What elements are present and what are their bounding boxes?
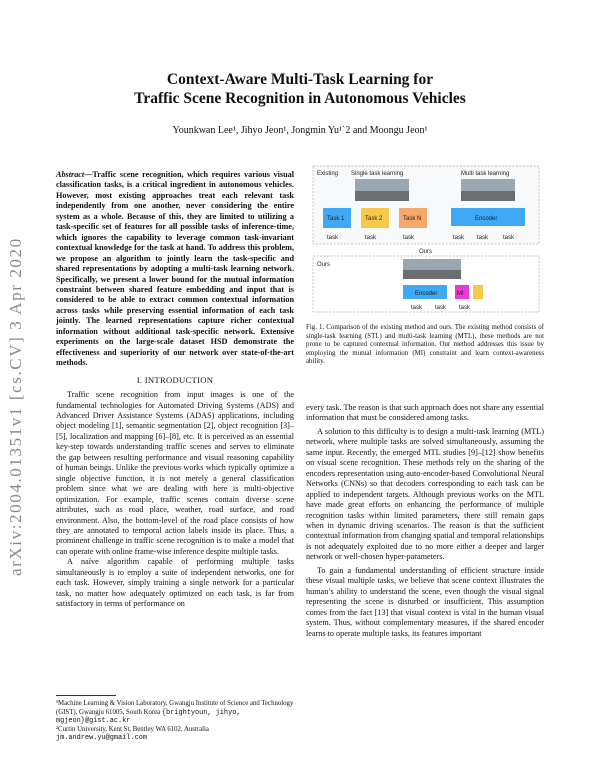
- stl-head-n: task: [403, 235, 415, 241]
- footnote-1-text: ¹Machine Learning & Vision Laboratory, Gwangju Institute of Science and Technology (GIST), Gwangju 61005, South Korea: [56, 700, 294, 716]
- stl-task-1-label: Task 1: [327, 216, 345, 222]
- abstract-text: —Traffic scene recognition, which requires various visual classification tasks, is a critical ingredient in autonomous vehicles. However, most existing approaches treat each relevant task independently from one another, never considering the entire system as a whole. Because of this, they are limited to utilizing a task-specific set of features for all possible tasks of inference-time, which ignores the capability to leverage common task-invariant contextual knowledge for the task at hand. To address this problem, we propose an algorithm to jointly learn the task-specific and shared representations by adopting a multi-task learning network. Specifically, we present a lower bound for the mutual information constraint between shared feature embedding and input that is considered to be able to extract common contextual information across tasks while preserving essential information of each task jointly. The learned representations capture richer contextual information without additional task-specific network. Extensive experiments on the large-scale dataset HSD demonstrate the effectiveness and superiority of our network over state-of-the-art methods.: [56, 170, 294, 368]
- mtl-label: Multi task learning: [461, 171, 510, 177]
- stl-head-2: task: [365, 235, 377, 241]
- ours-head-1: task: [411, 305, 423, 311]
- author-list: Younkwan Lee¹, Jihyo Jeon¹, Jongmin Yu¹˙2 and Moongu Jeon¹: [172, 125, 428, 136]
- existing-label: Existing: [317, 171, 339, 177]
- stl-task-2-label: Task 2: [365, 216, 383, 222]
- intro-paragraph-3: A solution to this difficulty is to design a multi-task learning (MTL) network, where multiple tasks are solved simultaneously, assuming the same input. Recently, the emerged MTL studies [9]–[12] show benefits on visual scene recognition. These methods rely on the sharing of the encoders representation using auto-encoder-based Convolutional Neural Networks (CNNs) so that decoders corresponding to each task can be applied to independent targets. Although previous works on the MTL have made great efforts on enhancing the performance of multiple recognition tasks within limited parameters, there still remain gaps when in dynamic driving scenarios. The reason is that the sufficient contextual information from changing spatial and temporal relationships is not adequately exploited due to no more either a deeper and larger network or well-chosen hyper-parameters.: [306, 426, 544, 562]
- footnote-rule: [56, 695, 116, 696]
- existing-panel: [313, 166, 539, 244]
- mtl-head-1: task: [453, 235, 465, 241]
- ours-top-label: Ours: [419, 249, 433, 255]
- ours-head-n: task: [459, 305, 471, 311]
- ours-label: Ours: [317, 262, 331, 268]
- left-column: [56, 170, 294, 610]
- stl-label: Single task learning: [351, 171, 404, 177]
- arxiv-identifier[interactable]: arXiv:2004.01351v1 [cs.CV] 3 Apr 2020: [6, 237, 25, 576]
- figure-1-caption: Fig. 1. Comparison of the existing method and ours. The existing method consists of single-task learning (STL) and multi-task learning (MTL), these methods are not prone to be captured contextual information. Our method addresses this issue by employing the mutual information (MI) constraint and learn context-awareness ability.: [306, 324, 544, 366]
- intro-paragraph-4: To gain a fundamental understanding of efficient structure inside these visual multiple tasks, we believe that scene context illustrates the human’s ability to understand the scene, even though the visual signal representing the scene is disturbed or insufficient. This assumption comes from the fact [13] that visual context is vital in the human visual system. Thus, without complementary measures, if the shared encoder learns to operate multiple tasks, its features important: [306, 565, 544, 638]
- footnote-2-text: ²Curtin University, Kent St, Bentley WA 6102, Australia: [56, 725, 209, 733]
- right-column: [306, 403, 544, 639]
- intro-paragraph-1: Traffic scene recognition from input images is one of the fundamental technologies for Automated Driving Systems (ADS) and Advanced Driver Assistance Systems (ADAS) applications, including object modeling [1], semantic segmentation [2], object recognition [3]–[5], localization and mapping [6]–[8], etc. It is perceived as an essential key-step towards understanding traffic scenes and serves to eliminate the gap between resulting performance and visual reasoning capability of human beings. Unlike the previous works which typically optimize a single objective function, it is not merely a general classification problem since what we are dealing with here is multi-objective optimization. For example, traffic scenes contain diverse scene attributes, such as road place, weather, road surface, and road environment. Also, the bottom-level of the road place consists of how they are annotated to temporal action labels inside its place. Thus, a prominent challenge in traffic scene recognition is to make a model that can operate with online frame-wise inference despite multiple tasks.: [56, 390, 294, 556]
- ours-road-surface: [403, 270, 461, 279]
- footnote-2: [56, 726, 294, 743]
- ours-aux-box: [473, 285, 483, 299]
- footnote-1: [56, 700, 294, 726]
- mtl-head-2: task: [477, 235, 489, 241]
- footnote-1-email[interactable]: {brightyoun, jihyo, mgjeon}@gist.ac.kr: [56, 708, 241, 726]
- footnote-2-email[interactable]: jm.andrew.yu@gmail.com: [56, 734, 147, 743]
- title-line-1: Context-Aware Multi-Task Learning for: [166, 71, 434, 88]
- section-heading-introduction: I. INTRODUCTION: [136, 374, 214, 385]
- figure-1: [311, 163, 541, 315]
- stl-road-surface: [355, 191, 409, 201]
- stl-task-n-label: Task N: [403, 216, 422, 222]
- intro-paragraph-2: A naïve algorithm capable of performing multiple tasks simultaneously is to employ a suite of independent networks, one for each task. However, simply training a single network for a particular task, no matter how adequately optimized on each task, is far from satisfactory in terms of performance on: [56, 557, 294, 609]
- mtl-encoder-label: Encoder: [475, 216, 498, 222]
- footnotes: [56, 700, 294, 743]
- paper-title: [80, 70, 520, 108]
- mtl-head-n: task: [503, 235, 515, 241]
- mtl-road-surface: [461, 191, 515, 201]
- ours-head-2: task: [435, 305, 447, 311]
- title-line-2: Traffic Scene Recognition in Autonomous Vehicles: [134, 90, 466, 107]
- ours-mi-label: MI: [457, 291, 464, 297]
- intro-paragraph-2-continued: every task. The reason is that such approach does not share any essential information that must be considered among tasks.: [306, 403, 544, 423]
- ours-encoder-label: Encoder: [415, 291, 438, 297]
- stl-head-1: task: [327, 235, 339, 241]
- abstract-label: Abstract: [56, 170, 85, 179]
- abstract: [56, 170, 294, 369]
